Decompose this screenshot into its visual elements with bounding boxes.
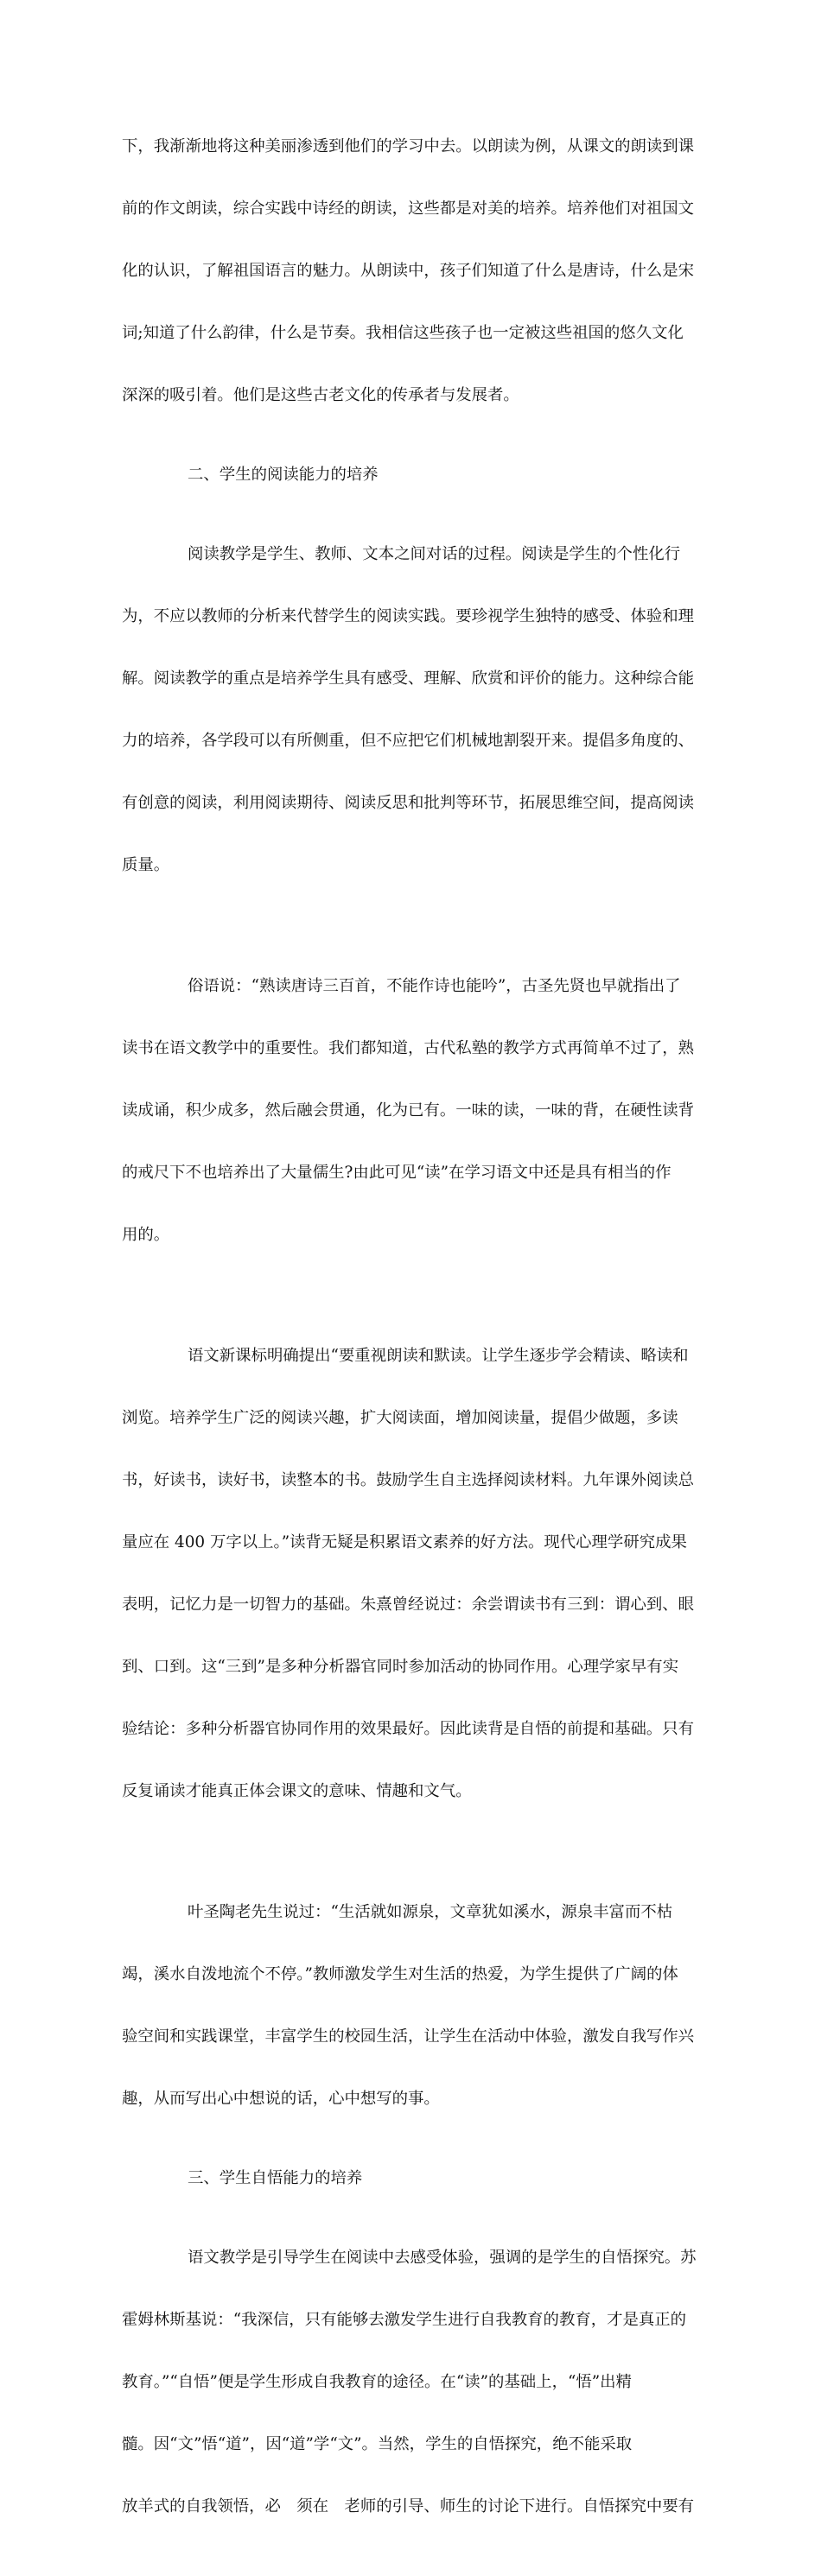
text-line: 有创意的阅读，利用阅读期待、阅读反思和批判等环节，拓展思维空间，提高阅读: [122, 794, 695, 812]
paragraph-proverb: [122, 935, 703, 1287]
text-line: 读书在语文教学中的重要性。我们都知道，古代私塾的教学方式再简单不过了，熟: [122, 1039, 695, 1057]
text-line: 质量。: [122, 856, 170, 874]
text-line: 解。阅读教学的重点是培养学生具有感受、理解、欣赏和评价的能力。这种综合能: [122, 669, 695, 688]
text-line: 的戒尺下不也培养出了大量儒生?由此可见“读”在学习语文中还是具有相当的作: [122, 1164, 671, 1182]
paragraph-intro: [122, 95, 703, 447]
text-line: 髓。因“文”悟“道”，因“道”学“文”。当然，学生的自悟探究，绝不能采取: [122, 2435, 633, 2453]
text-line: 词;知道了什么韵律，什么是节奏。我相信这些孩子也一定被这些祖国的悠久文化: [122, 324, 684, 342]
text-line: 叶圣陶老先生说过：“生活就如源泉，文章犹如溪水，源泉丰富而不枯: [188, 1903, 673, 1921]
text-line: 前的作文朗读，综合实践中诗经的朗读，这些都是对美的培养。培养他们对祖国文: [122, 200, 695, 218]
text-line: 浏览。培养学生广泛的阅读兴趣，扩大阅读面，增加阅读量，提倡少做题，多读: [122, 1409, 678, 1427]
text-line: 趣，从而写出心中想说的话，心中想写的事。: [122, 2090, 440, 2108]
text-line: 霍姆林斯基说：“我深信，只有能够去激发学生进行自我教育的教育，才是真正的: [122, 2311, 687, 2329]
text-line: 俗语说：“熟读唐诗三百首，不能作诗也能吟”，古圣先贤也早就指出了: [188, 977, 681, 995]
text-line: 表明，记忆力是一切智力的基础。朱熹曾经说过：余尝谓读书有三到：谓心到、眼: [122, 1596, 695, 1614]
text-line: 放羊式的自我领悟，必 须在 老师的引导、师生的讨论下进行。自悟探究中要有: [122, 2497, 695, 2516]
text-line: 力的培养，各学段可以有所侧重，但不应把它们机械地割裂开来。提倡多角度的、: [122, 732, 695, 750]
text-line: 读成诵，积少成多，然后融会贯通，化为已有。一味的读，一味的背，在硬性读背: [122, 1101, 695, 1120]
paragraph-self-realization: [122, 2206, 703, 2559]
text-line: 竭，溪水自泼地流个不停。”教师激发学生对生活的热爱，为学生提供了广阔的体: [122, 1965, 678, 1983]
document-page: [122, 95, 703, 2576]
paragraph-curriculum: [122, 1304, 703, 1843]
text-line: 语文新课标明确提出“要重视朗读和默读。让学生逐步学会精读、略读和: [188, 1347, 689, 1365]
text-line: 教育。”“自悟”便是学生形成自我教育的途径。在“读”的基础上，“悟”出精: [122, 2373, 632, 2391]
text-line: 语文教学是引导学生在阅读中去感受体验，强调的是学生的自悟探究。苏: [188, 2249, 697, 2267]
section-heading-reading: 二、学生的阅读能力的培养: [188, 466, 379, 484]
text-line: 量应在 400 万字以上。”读背无疑是积累语文素养的好方法。现代心理学研究成果: [122, 1533, 687, 1551]
text-line: 下，我渐渐地将这种美丽渗透到他们的学习中去。以朗读为例，从课文的朗读到课: [122, 137, 695, 155]
text-line: 书，好读书，读好书，读整本的书。鼓励学生自主选择阅读材料。九年课外阅读总: [122, 1471, 695, 1489]
text-line: 为，不应以教师的分析来代替学生的阅读实践。要珍视学生独特的感受、体验和理: [122, 607, 695, 625]
text-line: 到、口到。这“三到”是多种分析器官同时参加活动的协同作用。心理学家早有实: [122, 1658, 679, 1676]
section-heading-self-realization: 三、学生自悟能力的培养: [188, 2169, 363, 2187]
paragraph-ye-shengtao: [122, 1861, 703, 2151]
text-line: 深深的吸引着。他们是这些古老文化的传承者与发展者。: [122, 386, 519, 404]
text-line: 验结论：多种分析器官协同作用的效果最好。因此读背是自悟的前提和基础。只有: [122, 1720, 695, 1738]
text-line: 用的。: [122, 1226, 170, 1244]
text-line: 验空间和实践课堂，丰富学生的校园生活，让学生在活动中体验，激发自我写作兴: [122, 2027, 695, 2046]
text-line: 化的认识，了解祖国语言的魅力。从朗读中，孩子们知道了什么是唐诗，什么是宋: [122, 262, 695, 280]
text-line: 阅读教学是学生、教师、文本之间对话的过程。阅读是学生的个性化行: [188, 545, 681, 563]
text-line: 反复诵读才能真正体会课文的意味、情趣和文气。: [122, 1782, 472, 1800]
paragraph-reading-dialogue: [122, 503, 703, 917]
